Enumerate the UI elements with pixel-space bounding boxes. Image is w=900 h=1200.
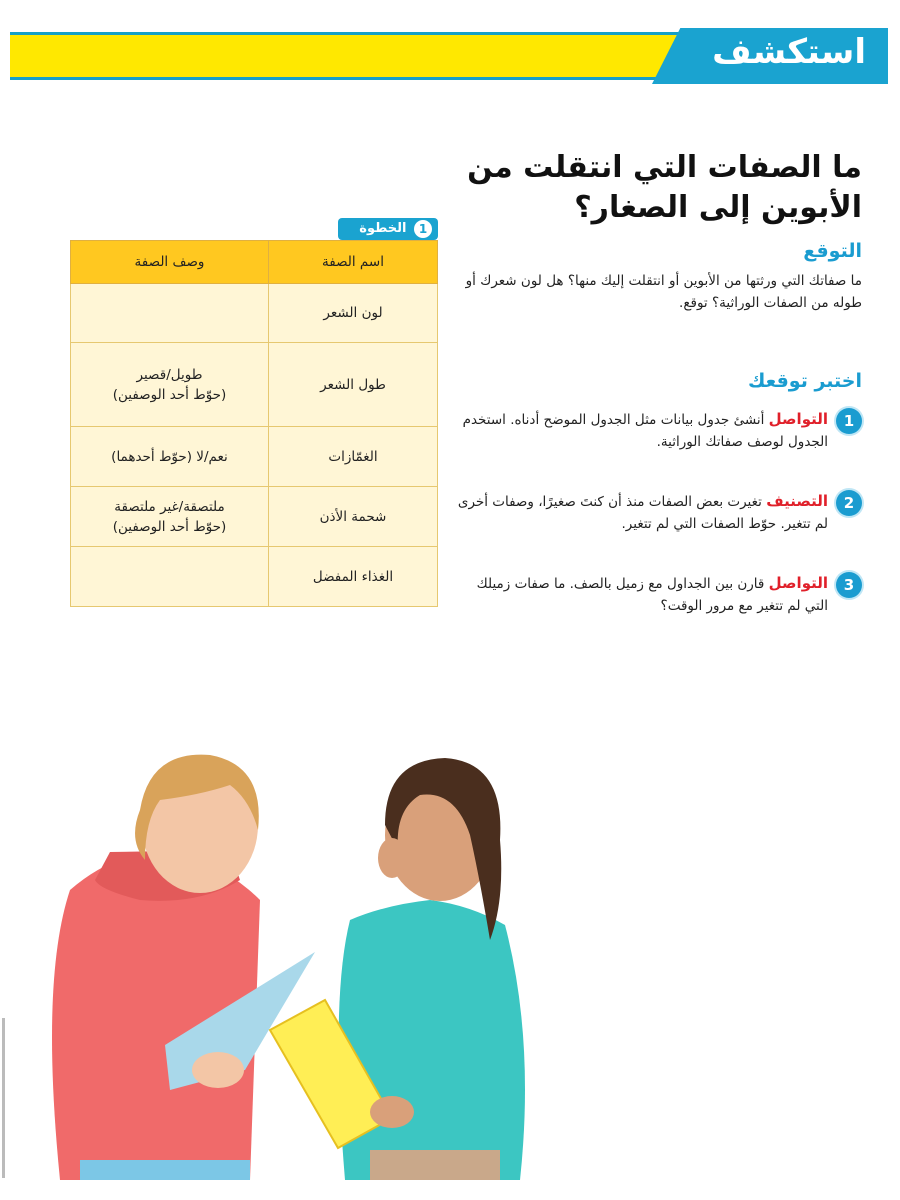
page-edge-mark [0,1018,8,1178]
trait-name-cell: الغمّازات [269,427,438,487]
step-text-block [452,572,828,617]
trait-desc-line: ملتصقة/غير ملتصقة [114,498,225,515]
column-header-desc: وصف الصفة [71,241,269,284]
trait-desc-cell[interactable] [71,547,269,607]
traits-table [70,240,438,607]
trait-desc-line: نعم/لا (حوّط أحدهما) [111,448,228,465]
table-header-row [71,241,438,284]
trait-desc-cell[interactable] [71,343,269,427]
step-text-block [452,490,828,535]
table-step-label [338,218,438,240]
left-girl-illustration [52,755,315,1180]
trait-name-cell: الغذاء المفضل [269,547,438,607]
test-heading: اختبر توقعك [747,370,862,392]
table-row [71,284,438,343]
header-banner [10,28,888,84]
step-keyword: التواصل [768,574,828,592]
step-item [452,490,862,535]
step-text: أنشئ جدول بيانات مثل الجدول الموضح أدناه. استخدم الجدول لوصف صفاتك الوراثية. [462,412,828,450]
table-step-text: الخطوة [359,221,407,236]
step-number-badge: 1 [836,408,862,434]
column-header-name: اسم الصفة [269,241,438,284]
trait-name-cell: شحمة الأذن [269,487,438,547]
table-row [71,547,438,607]
right-girl-illustration [270,758,525,1180]
table-row [71,487,438,547]
photo-two-girls [0,740,560,1180]
step-item [452,572,862,617]
step-text: تغيرت بعض الصفات منذ أن كنتَ صغيرًا، وصفات أخرى لم تتغير. حوّط الصفات التي لم تتغير. [457,494,828,532]
table-row [71,427,438,487]
step-item [452,408,862,453]
trait-desc-line: (حوّط أحد الوصفين) [112,518,227,535]
page-question: ما الصفات التي انتقلت من الأبوين إلى الصغار؟ [467,150,862,225]
step-text-block [452,408,828,453]
trait-desc-line: طويل/قصير [136,366,203,383]
trait-desc-line: (حوّط أحد الوصفين) [112,386,227,403]
trait-desc-cell[interactable] [71,487,269,547]
step-text: قارن بين الجداول مع زميل بالصف. ما صفات زميلك التي لم تتغير مع مرور الوقت؟ [476,576,828,614]
table-step-number: 1 [414,220,432,238]
step-keyword: التصنيف [766,492,828,510]
trait-desc-cell[interactable] [71,284,269,343]
banner-yellow-stripe [10,32,710,80]
predict-text: ما صفاتك التي ورثتها من الأبوين أو انتقلت إليك منها؟ هل لون شعرك أو طوله من الصفات الوراثية؟ توقع. [465,273,862,311]
step-keyword: التواصل [768,410,828,428]
trait-desc-cell[interactable] [71,427,269,487]
step-number-badge: 3 [836,572,862,598]
section-title: استكشف [712,32,866,72]
step-number-badge: 2 [836,490,862,516]
table-row [71,343,438,427]
trait-name-cell: طول الشعر [269,343,438,427]
predict-heading: التوقع [803,240,862,262]
trait-name-cell: لون الشعر [269,284,438,343]
